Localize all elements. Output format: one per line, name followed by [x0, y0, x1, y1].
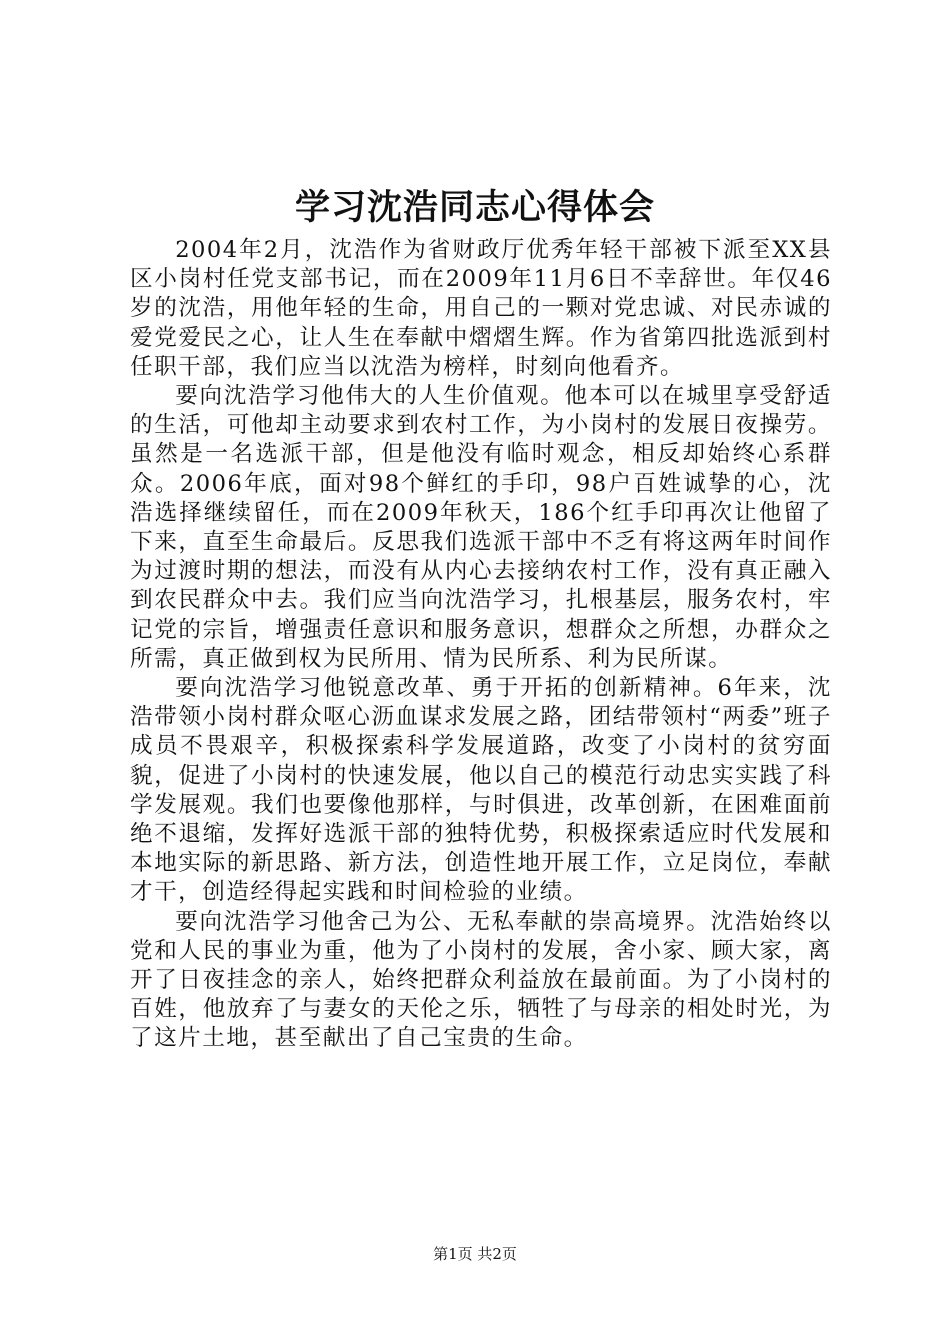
paragraph-innovation: 要向沈浩学习他锐意改革、勇于开拓的创新精神。6年来，沈浩带领小岗村群众呕心沥血谋求发展之路，团结带领村“两委”班子成员不畏艰辛，积极探索科学发展道路，改变了小岗村的贫穷面貌，促进了小岗村的快速发展，他以自己的模范行动忠实实践了科学发展观。我们也要像他那样，与时俱进，改革创新，在困难面前绝不退缩，发挥好选派干部的独特优势，积极探索适应时代发展和本地实际的新思路、新方法，创造性地开展工作，立足岗位，奉献才干，创造经得起实践和时间检验的业绩。: [130, 675, 832, 906]
page-footer: 第1页 共2页: [433, 1245, 517, 1263]
document-title: 学习沈浩同志心得体会: [294, 187, 655, 228]
paragraph-dedication: 要向沈浩学习他舍己为公、无私奉献的崇高境界。沈浩始终以党和人民的事业为重，他为了小岗村的发展，舍小家、顾大家，离开了日夜挂念的亲人，始终把群众利益放在最前面。为了小岗村的百姓，他放弃了与妻女的天伦之乐，牺牲了与母亲的相处时光，为了这片土地，甚至献出了自己宝贵的生命。: [130, 908, 832, 1052]
paragraph-values: 要向沈浩学习他伟大的人生价值观。他本可以在城里享受舒适的生活，可他却主动要求到农村工作，为小岗村的发展日夜操劳。虽然是一名选派干部，但是他没有临时观念，相反却始终心系群众。2006年底，面对98个鲜红的手印，98户百姓诚挚的心，沈浩选择继续留任，而在2009年秋天，186个红手印再次让他留了下来，直至生命最后。反思我们选派干部中不乏有将这两年时间作为过渡时期的想法，而没有从内心去接纳农村工作，没有真正融入到农民群众中去。我们应当向沈浩学习，扎根基层，服务农村，牢记党的宗旨，增强责任意识和服务意识，想群众之所想，办群众之所需，真正做到权为民所用、情为民所系、利为民所谋。: [130, 383, 832, 672]
paragraph-intro: 2004年2月，沈浩作为省财政厅优秀年轻干部被下派至XX县区小岗村任党支部书记，而在2009年11月6日不幸辞世。年仅46岁的沈浩，用他年轻的生命，用自己的一颗对党忠诚、对民赤诚的爱党爱民之心，让人生在奉献中熠熠生辉。作为省第四批选派到村任职干部，我们应当以沈浩为榜样，时刻向他看齐。: [130, 237, 832, 380]
document-body: [130, 236, 832, 1054]
